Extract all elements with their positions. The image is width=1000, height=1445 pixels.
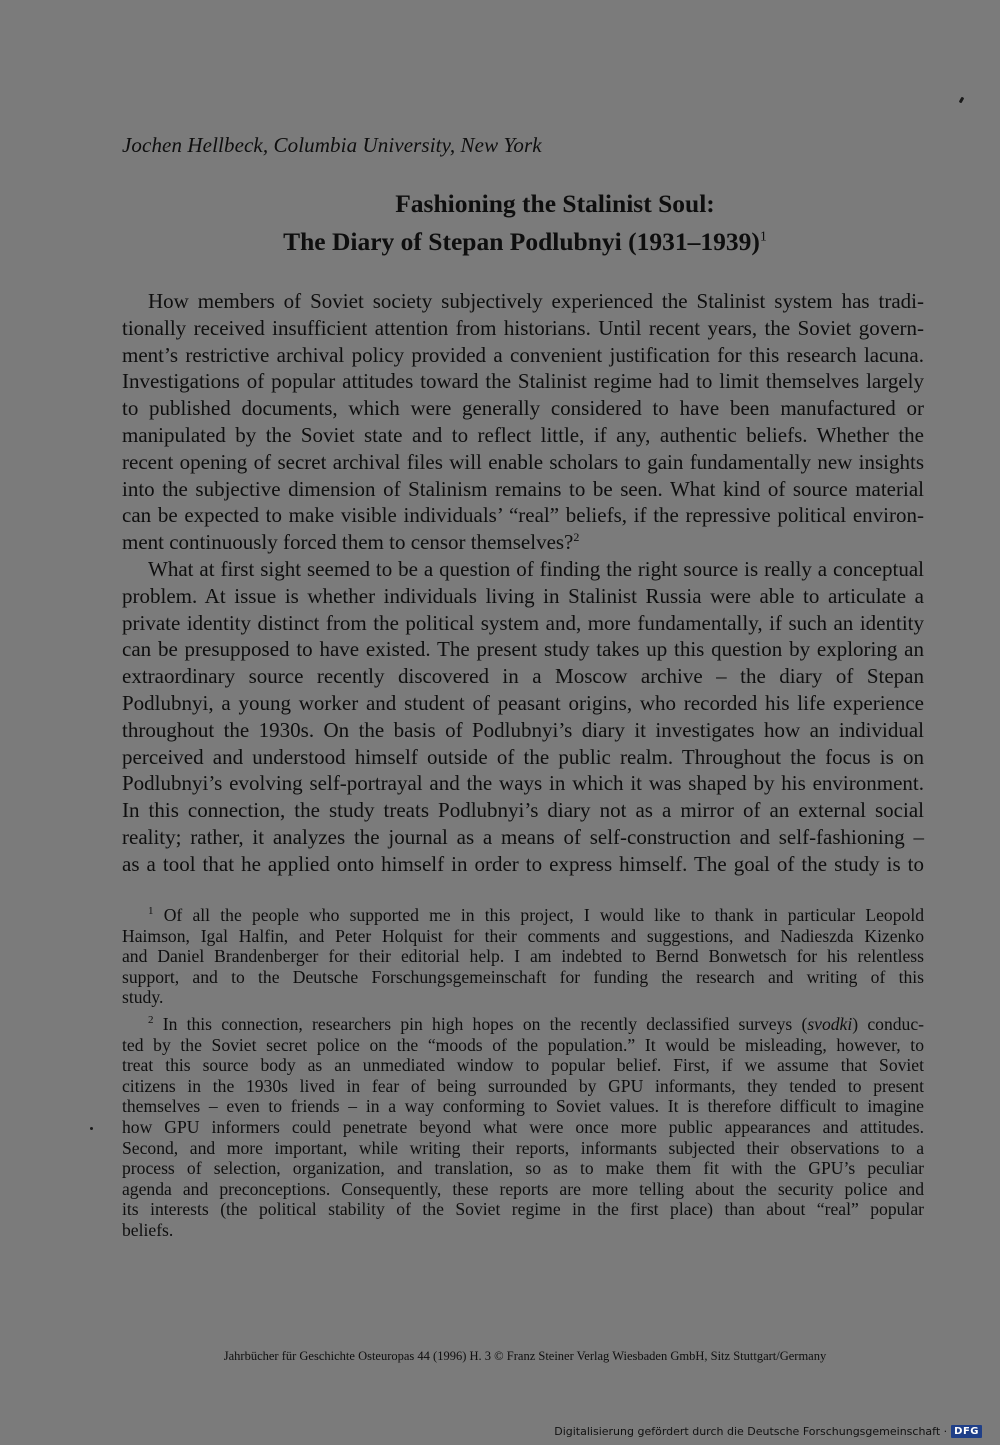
title-line-2-text: The Diary of Stepan Podlubnyi (1931–1939) <box>283 227 760 256</box>
body-line: How members of Soviet society subjectively experienced the Stalinist system has tradi- <box>148 289 924 313</box>
scan-speck <box>90 1127 93 1130</box>
footnote-line: its interests (the political stability of the Soviet regime in the first place) than about “real” popular <box>122 1199 924 1220</box>
footnote-line: beliefs. <box>122 1219 174 1240</box>
body-line: reality; rather, it analyzes the journal as a means of self-construction and self-fashioning – <box>122 824 924 849</box>
footnote-line: and Daniel Brandenberger for their editorial help. I am indebted to Bernd Bonwetsch for his relentless <box>122 946 924 967</box>
body-line: extraordinary source recently discovered in a Moscow archive – the diary of Stepan <box>122 664 924 689</box>
footnote-line: support, and to the Deutsche Forschungsgemeinschaft for funding the research and writing of this <box>122 966 924 987</box>
footnote-line-text: Of all the people who supported me in this project, I would like to thank in particular Leopold <box>163 905 925 925</box>
body-line: In this connection, the study treats Podlubnyi’s diary not as a mirror of an external social <box>122 798 924 823</box>
body-line <box>122 529 924 556</box>
dfg-logo-icon: DFG <box>951 1425 982 1438</box>
body-line: perceived and understood himself outside of the public realm. Throughout the focus is on <box>122 744 924 769</box>
footnote-line-text: In this connection, researchers pin high hopes on the recently declassified surveys (svodki) conduc- <box>162 1013 925 1034</box>
footnote-marker: 1 <box>148 905 154 918</box>
title-line-1: Fashioning the Stalinist Soul: <box>395 189 715 218</box>
footnote-ref-2: 2 <box>573 530 580 545</box>
body-line: What at first sight seemed to be a question of finding the right source is really a conceptual <box>148 556 924 581</box>
body-line: private identity distinct from the political system and, more fundamentally, if such an identity <box>122 610 924 635</box>
journal-citation: Jahrbücher für Geschichte Osteuropas 44 (1996) H. 3 © Franz Steiner Verlag Wiesbaden GmbH, Sitz Stuttgart/Germany <box>223 1349 827 1363</box>
footnote-line: ted by the Soviet secret police on the “moods of the population.” It would be misleading, however, to <box>122 1034 924 1055</box>
author-affiliation: Jochen Hellbeck, Columbia University, New York <box>122 133 542 157</box>
footnote-1 <box>122 905 924 1008</box>
footnote-line: agenda and preconceptions. Consequently, these reports are more telling about the security police and <box>122 1178 924 1199</box>
footnote-line <box>122 1014 924 1035</box>
footnote-line: citizens in the 1930s lived in fear of being surrounded by GPU informants, they tended to present <box>122 1075 924 1096</box>
body-line-text: ment continuously forced them to censor themselves? <box>122 530 574 555</box>
footnote-line <box>122 905 924 926</box>
footnote-marker: 2 <box>148 1014 154 1027</box>
footnote-line: Second, and more important, while writing their reports, informants subjected their observations to a <box>122 1137 924 1158</box>
paragraph-1 <box>122 288 924 556</box>
body-line: recent opening of secret archival files will enable scholars to gain fundamentally new insights <box>122 449 924 474</box>
svodki-term: svodki <box>807 1013 853 1034</box>
body-line: Podlubnyi’s evolving self-portrayal and the ways in which it was shaped by his environment. <box>122 771 924 796</box>
body-line: problem. At issue is whether individuals living in Stalinist Russia were able to articulate a <box>122 583 924 608</box>
title-footnote-ref: 1 <box>759 229 767 245</box>
footnote-line: study. <box>122 987 164 1008</box>
body-line: manipulated by the Soviet state and to reflect little, if any, authentic beliefs. Whether the <box>122 422 924 447</box>
body-line: into the subjective dimension of Stalinism remains to be seen. What kind of source material <box>122 476 924 501</box>
body-line: can be presupposed to have existed. The present study takes up this question by exploring an <box>122 637 924 662</box>
digitization-text: Digitalisierung gefördert durch die Deutsche Forschungsgemeinschaft · <box>554 1425 948 1438</box>
body-line: ment’s restrictive archival policy provided a convenient justification for this research lacuna. <box>122 342 924 367</box>
body-line: throughout the 1930s. On the basis of Podlubnyi’s diary it investigates how an individual <box>122 717 924 742</box>
digitization-notice <box>554 1425 982 1438</box>
footnote-line: Haimson, Igal Halfin, and Peter Holquist for their comments and suggestions, and Nadieszda Kizenko <box>122 925 924 946</box>
body-line: tionally received insufficient attention from historians. Until recent years, the Soviet govern- <box>122 315 924 340</box>
scan-speck <box>959 97 965 104</box>
footnotes <box>122 905 924 1247</box>
body-line: Podlubnyi, a young worker and student of peasant origins, who recorded his life experience <box>122 690 924 715</box>
body-line: Investigations of popular attitudes toward the Stalinist regime had to limit themselves largely <box>122 369 924 394</box>
footnote-line: treat this source body as an unmediated window to popular belief. First, if we assume that Soviet <box>122 1055 924 1076</box>
paragraph-2 <box>122 556 924 878</box>
body-line: as a tool that he applied onto himself in order to express himself. The goal of the study is to <box>122 851 924 876</box>
body-line: to published documents, which were generally considered to have been manufactured or <box>122 396 924 421</box>
article-body <box>122 288 924 878</box>
footnote-line: process of selection, organization, and translation, so as to make them fit with the GPU’s peculiar <box>122 1158 924 1179</box>
footnote-line: how GPU informers could penetrate beyond what were once more public appearances and attitudes. <box>122 1116 924 1137</box>
article-title <box>0 185 1000 261</box>
title-line-2 <box>0 223 1000 261</box>
body-line: can be expected to make visible individuals’ “real” beliefs, if the repressive political environ- <box>122 503 924 528</box>
footnote-line: themselves – even to friends – in a way conforming to Soviet values. It is therefore difficult to imagine <box>122 1096 924 1117</box>
footnote-2 <box>122 1014 924 1241</box>
